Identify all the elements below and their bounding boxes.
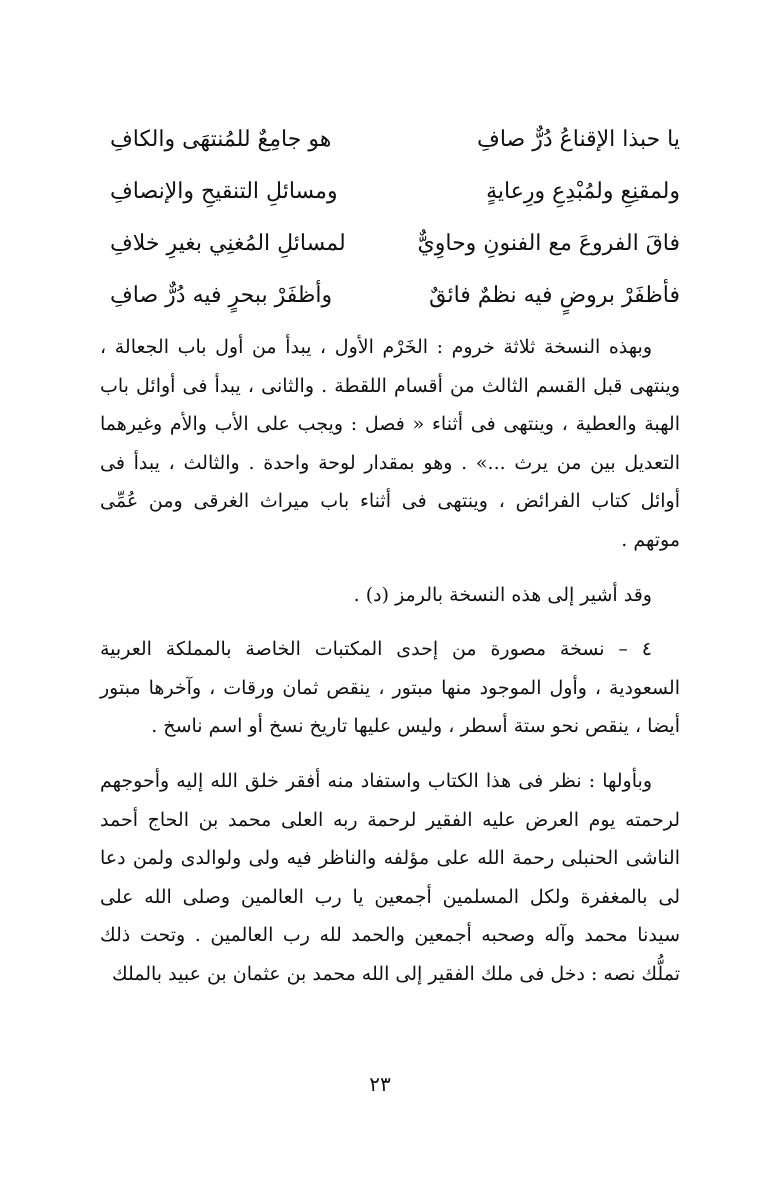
- verse-second-hemistich: وأظفَرْ ببحرٍ فيه دُرٌّ صافِ: [110, 283, 333, 308]
- verse-first-hemistich: يا حبذا الإقناعُ دُرٌّ صافِ: [477, 127, 680, 152]
- verse-line: [110, 120, 680, 172]
- poem-verses: [110, 120, 680, 328]
- verse-second-hemistich: لمسائلِ المُغنِي بغيرِ خلافِ: [110, 231, 346, 256]
- paragraph-ownership-note: وبأولها : نظر فى هذا الكتاب واستفاد منه أفقر خلق الله إليه وأحوجهم لرحمته يوم العرض عليه الفقير لرحمة ربه العلى محمد بن الحاج أحمد الناشى الحنبلى رحمة الله على مؤلفه والناظر فيه ولى ولوالدى ولمن دعا لى بالمغفرة ولكل المسلمين أجمعين يا رب العالمين وصلى الله على سيدنا محمد وآله وصحبه أجمعين والحمد لله رب العالمين . وتحت ذلك تملُّك نصه : دخل فى ملك الفقير إلى الله محمد بن عثمان بن عبيد بالملك: [100, 769, 680, 985]
- verse-line: [110, 172, 680, 224]
- paragraph-symbol-note: وقد أشير إلى هذه النسخة بالرمز (د) .: [353, 583, 652, 606]
- verse-second-hemistich: ومسائلِ التنقيحِ والإنصافِ: [110, 179, 338, 204]
- paragraph-lacunae: وبهذه النسخة ثلاثة خروم : الخَرْم الأول ، يبدأ من أول باب الجعالة ، وينتهى قبل القسم الثالث من أقسام اللقطة . والثانى ، يبدأ فى أوائل باب الهبة والعطية ، وينتهى فى أثناء « فصل : ويجب على الأب والأم وغيرهما التعديل بين من يرث ...» . وهو بمقدار لوحة واحدة . والثالث ، يبدأ فى أوائل كتاب الفرائض ، وينتهى فى أثناء باب ميراث الغرقى ومن عُمِّى موتهم .: [100, 336, 680, 551]
- verse-first-hemistich: فأظفَرْ بروضٍ فيه نظمٌ فائقٌ: [429, 283, 680, 308]
- verse-line: [110, 224, 680, 276]
- verse-line: [110, 276, 680, 328]
- verse-second-hemistich: هو جامِعٌ للمُنتهَى والكافِ: [110, 127, 332, 152]
- page-number: ٢٣: [369, 1072, 391, 1096]
- verse-first-hemistich: ولمقنِعِ ولمُبْدِعِ ورِعايةٍ: [486, 179, 680, 204]
- verse-first-hemistich: فاقَ الفروعَ مع الفنونِ وحاوِيٌّ: [417, 231, 680, 256]
- body-text: [100, 328, 680, 994]
- paragraph-manuscript-4: ٤ – نسخة مصورة من إحدى المكتبات الخاصة بالمملكة العربية السعودية ، وأول الموجود منها مبتور ، ينقص ثمان ورقات ، وآخرها مبتور أيضا ، ينقص نحو ستة أسطر ، وليس عليها تاريخ نسخ أو اسم ناسخ .: [100, 638, 680, 738]
